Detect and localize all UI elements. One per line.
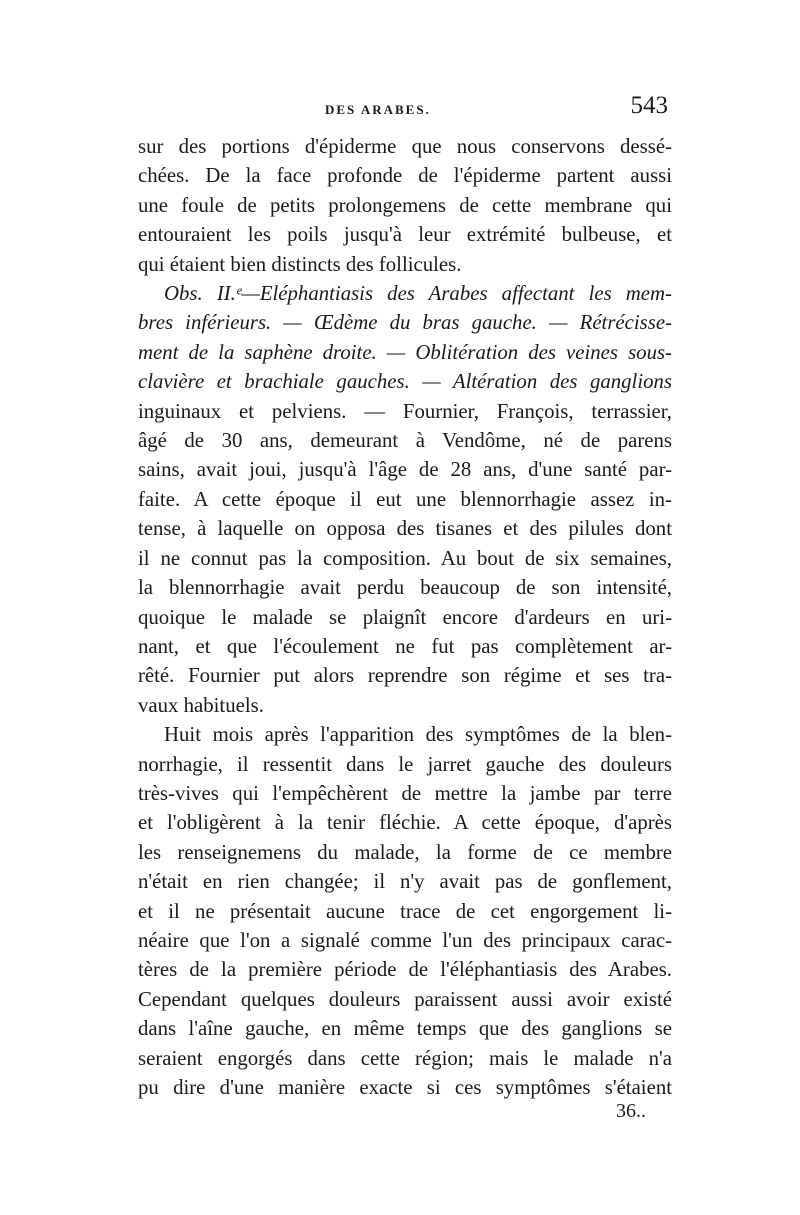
text-line: nant, et que l'écoulement ne fut pas complètement ar- [138,634,672,658]
text-line: et il ne présentait aucune trace de cet engorgement li- [138,899,672,923]
text-line: chées. De la face profonde de l'épiderme partent aussi [138,164,672,188]
text-line: très-vives qui l'empêchèrent de mettre la jambe par terre [138,781,672,805]
text-line: les renseignemens du malade, la forme de ce membre [138,840,672,864]
text-line: entouraient les poils jusqu'à leur extrémité bulbeuse, et [138,223,672,247]
page-header [138,92,672,132]
text-line: inguinaux et pelviens. — Fournier, François, terrassier, [138,399,672,423]
text-line: faite. A cette époque il eut une blennorrhagie assez in- [138,487,672,511]
text-line: tense, à laquelle on opposa des tisanes et des pilules dont [138,517,672,541]
text-line: pu dire d'une manière exacte si ces symptômes s'étaient [138,1076,672,1099]
text-line: dans l'aîne gauche, en même temps que des ganglions se [138,1017,672,1041]
observation-title-line: bres inférieurs. — Œdème du bras gauche. — Rétrécisse- [138,311,672,335]
text-line: Huit mois après l'apparition des symptômes de la blen- [164,723,672,747]
observation-title-line: Obs. II.ᵉ—Eléphantiasis des Arabes affectant les mem- [164,282,672,306]
text-line: seraient engorgés dans cette région; mais le malade n'a [138,1046,672,1070]
book-page [138,92,672,1122]
text-line: rêté. Fournier put alors reprendre son régime et ses tra- [138,664,672,688]
text-line: quoique le malade se plaignît encore d'ardeurs en uri- [138,605,672,629]
body-text [138,132,672,1102]
page-number: 543 [630,92,668,119]
text-line: il ne connut pas la composition. Au bout de six semaines, [138,546,672,570]
text-line: qui étaient bien distincts des follicules. [138,252,462,276]
text-line: sur des portions d'épiderme que nous conservons dessé- [138,135,672,158]
text-line: néaire que l'on a signalé comme l'un des principaux carac- [138,928,672,952]
running-head: DES ARABES. [325,102,431,117]
text-line: vaux habituels. [138,693,264,717]
text-line: norrhagie, il ressentit dans le jarret gauche des douleurs [138,752,672,776]
text-line: et l'obligèrent à la tenir fléchie. A cette époque, d'après [138,811,672,835]
signature-mark: 36.. [616,1100,646,1122]
text-line: tères de la première période de l'éléphantiasis des Arabes. [138,958,672,982]
text-line: une foule de petits prolongemens de cette membrane qui [138,193,672,217]
text-line: âgé de 30 ans, demeurant à Vendôme, né de parens [138,429,672,453]
observation-title-line: clavière et brachiale gauches. — Altération des ganglions [138,370,672,394]
observation-title-line: ment de la saphène droite. — Oblitération des veines sous- [138,340,672,364]
text-line: la blennorrhagie avait perdu beaucoup de son intensité, [138,576,672,600]
text-line: sains, avait joui, jusqu'à l'âge de 28 ans, d'une santé par- [138,458,672,482]
text-line: n'était en rien changée; il n'y avait pas de gonflement, [138,870,672,894]
text-line: Cependant quelques douleurs paraissent aussi avoir existé [138,987,672,1011]
